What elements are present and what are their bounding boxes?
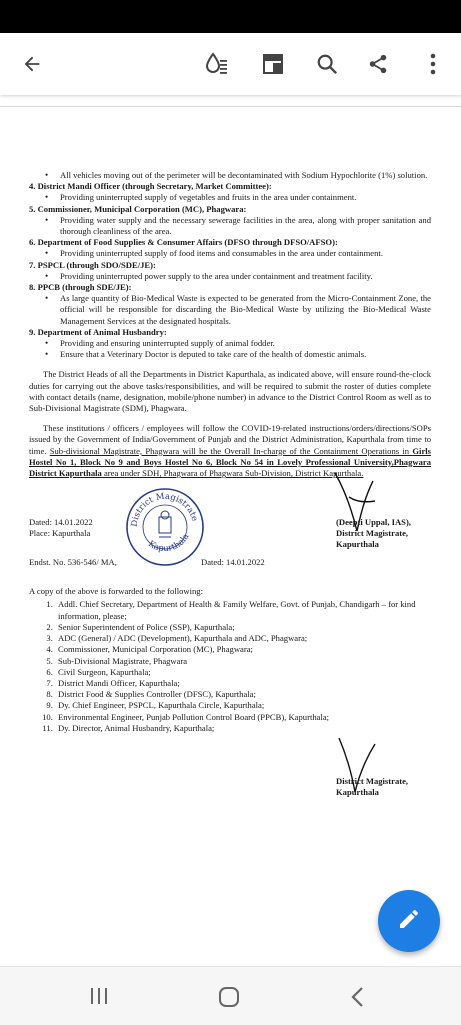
svg-text:District Magistrate: District Magistrate	[129, 492, 200, 528]
list-item: 6. Civil Surgeon, Kapurthala;	[55, 667, 431, 678]
official-stamp	[123, 485, 207, 569]
search-icon[interactable]	[313, 50, 341, 78]
document-page[interactable]	[0, 106, 461, 966]
list-item: • Providing uninterrupted supply of vegetables and fruits in the area under containment.	[45, 192, 357, 203]
more-vert-icon[interactable]	[419, 50, 447, 78]
bullet-icon: •	[45, 214, 49, 225]
back-nav-icon[interactable]	[348, 986, 368, 1008]
share-icon[interactable]	[364, 50, 392, 78]
document-body	[29, 170, 431, 804]
section-heading: 7. PSPCL (through SDO/SDE/JE):	[29, 259, 156, 270]
bullet-icon: •	[45, 270, 49, 281]
list-item: 1. Addl. Chief Secretary, Department of Health & Family Welfare, Govt. of Punjab, Chandigarh – for kind information, please;	[55, 599, 431, 621]
copy-list	[29, 599, 431, 733]
signer-title: District Magistrate,	[336, 528, 409, 539]
edit-pencil-icon	[397, 907, 421, 936]
list-item: 4. Commissioner, Municipal Corporation (MC), Phagwara;	[55, 644, 431, 655]
section-heading: 6. Department of Food Supplies & Consumer Affairs (DFSO through DFSO/AFSO):	[29, 237, 338, 248]
footer-title: District Magistrate,	[336, 775, 409, 786]
list-item: 11. Dy. Director, Animal Husbandry, Kapurthala;	[55, 723, 431, 734]
bullet-icon: •	[45, 293, 49, 304]
section-heading: 9. Department of Animal Husbandry:	[29, 326, 167, 337]
list-item: 7. District Mandi Officer, Kapurthala;	[55, 678, 431, 689]
bullet-icon: •	[45, 248, 49, 259]
list-item: • All vehicles moving out of the perimeter will be decontaminated with Sodium Hypochlorite (1%) solution.	[45, 170, 428, 180]
list-item: 2. Senior Superintendent of Police (SSP), Kapurthala;	[55, 622, 431, 633]
list-item: 8. District Food & Supplies Controller (DFSC), Kapurthala;	[55, 689, 431, 700]
system-nav-bar	[0, 966, 461, 1025]
home-icon[interactable]	[218, 986, 240, 1008]
bullet-icon: •	[45, 338, 49, 349]
reading-mode-icon[interactable]	[203, 50, 231, 78]
footer-place: Kapurthala	[336, 786, 379, 797]
signer-place: Kapurthala	[336, 539, 379, 550]
list-item: 3. ADC (General) / ADC (Development), Kapurthala and ADC, Phagwara;	[55, 633, 431, 644]
list-item: • Providing water supply and the necessary sewerage facilities in the area, along with proper sanitation and thorough cleanliness of the area.	[45, 214, 431, 237]
footer-signature-block	[29, 734, 431, 804]
section-heading: 5. Commissioner, Municipal Corporation (MC), Phagwara:	[29, 203, 247, 214]
list-item: • Ensure that a Veterinary Doctor is deputed to take care of the health of domestic animals.	[45, 349, 367, 360]
list-item: • Providing uninterrupted supply of food items and consumables in the area under containment.	[45, 248, 383, 259]
paragraph: The District Heads of all the Departments in District Kapurthala, as indicated above, will ensure round-the-clock duties for carrying out the above tasks/responsibilities, and will be required to submit the roster of duties complete with contact details (name, designation, mobile/phone number) in advance to the District Control Room as well as to Sub-Divisional Magistrate (SDM), Phagwara.	[29, 369, 431, 414]
section-heading: 8. PPCB (through SDE/JE):	[29, 282, 132, 293]
bullet-icon: •	[45, 170, 49, 180]
edit-fab-button[interactable]	[378, 890, 440, 952]
section-heading: 4. District Mandi Officer (through Secretary, Market Committee):	[29, 181, 272, 192]
list-item: 10. Environmental Engineer, Punjab Pollution Control Board (PPCB), Kapurthala;	[55, 712, 431, 723]
paragraph: These institutions / officers / employees will follow the COVID-19-related instructions/orders/directions/SOPs issued by the Government of India/Government of Punjab and the District Administration, Kapurthala from time to time. Sub-divisional Magistrate, Phagwara will be the Overall In-charge of the Containment Operations in Girls Hostel No 1, Block No 9 and Boys Hostel No 6, Block No 54 in Lovely Professional University,Phagwara District Kapurthala area under SDH, Phagwara of Phagwara Sub-Division, District Kapurthala.	[29, 423, 431, 479]
endst-number: Endst. No. 536-546/ MA,	[29, 557, 117, 568]
list-item: 9. Dy. Chief Engineer, PSPCL, Kapurthala Circle, Kapurthala;	[55, 700, 431, 711]
list-item: • Providing uninterrupted power supply to the area under containment and treatment facility.	[45, 270, 373, 281]
list-item: • As large quantity of Bio-Medical Waste is expected to be generated from the Micro-Containment Zone, the official will be responsible for discarding the Bio-Medical Waste by utilizing the Bio-Medical Waste Management Services at the designated hospitals.	[45, 293, 431, 326]
date-line: Dated: 14.01.2022	[29, 517, 93, 528]
list-item: 5. Sub-Divisional Magistrate, Phagwara	[55, 656, 431, 667]
status-bar	[0, 0, 461, 33]
bullet-icon: •	[45, 349, 49, 360]
place-line: Place: Kapurthala	[29, 528, 91, 539]
signature-block	[29, 479, 431, 577]
arrow-left-icon[interactable]	[18, 50, 46, 78]
svg-text:Kapurthala: Kapurthala	[146, 532, 192, 555]
copy-intro: A copy of the above is forwarded to the following:	[29, 586, 203, 597]
endst-date: Dated: 14.01.2022	[201, 557, 265, 568]
list-item: • Providing and ensuring uninterrupted supply of animal fodder.	[45, 338, 275, 349]
app-toolbar	[0, 33, 461, 95]
page-view-icon[interactable]	[259, 50, 287, 78]
recent-apps-icon[interactable]	[88, 987, 110, 1005]
signer-name: (Deepti Uppal, IAS),	[336, 517, 411, 528]
bullet-icon: •	[45, 192, 49, 203]
